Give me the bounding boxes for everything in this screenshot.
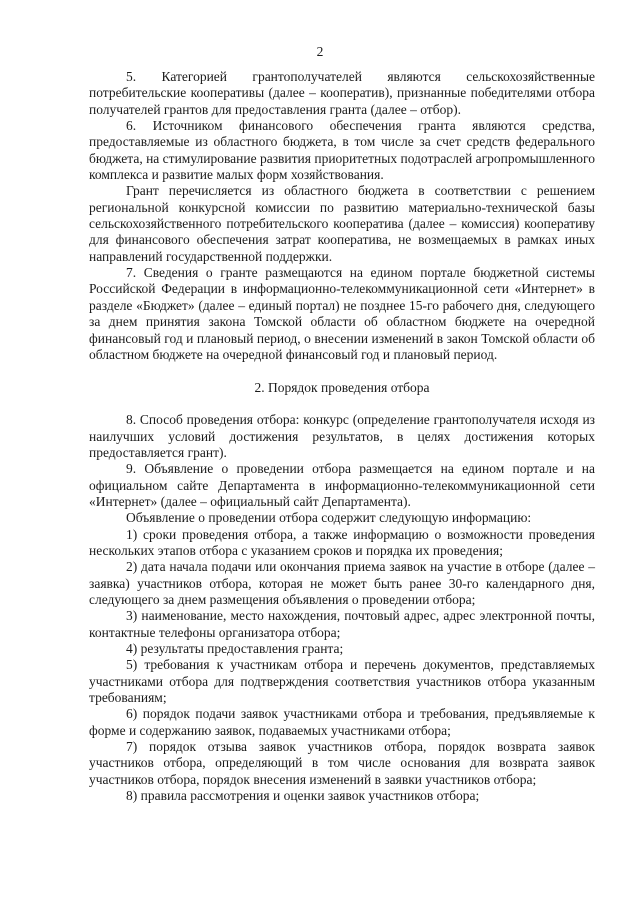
page-number: 2 (316, 44, 324, 59)
list-item-7: 7) порядок отзыва заявок участников отбора, порядок возврата заявок участников отбора, определяющий в том числе основания для возврата заявок участников отбора, порядок внесения изменений в заявки участников отбора; (89, 739, 595, 787)
list-item-5: 5) требования к участникам отбора и перечень документов, представляемых участниками отбора для подтверждения соответствия участников отбора указанным требованиям; (89, 657, 595, 706)
document-body (89, 69, 595, 804)
list-item-1: 1) сроки проведения отбора, а также информацию о возможности проведения нескольких этапов отбора с указанием сроков и порядка их проведения; (89, 526, 595, 558)
list-item-3: 3) наименование, место нахождения, почтовый адрес, адрес электронной почты, контактные телефоны организатора отбора; (89, 608, 595, 640)
paragraph-item-5: 5. Категорией грантополучателей являются сельскохозяйственные потребительские кооперативы (далее – кооператив), признанные победителями отбора получателей грантов для предоставления гранта (далее – отбор). (89, 69, 595, 117)
paragraph-announcement-intro: Объявление о проведении отбора содержит следующую информацию: (126, 510, 532, 526)
section-1 (89, 69, 595, 363)
paragraph-item-8: 8. Способ проведения отбора: конкурс (определение грантополучателя исходя из наилучших условий достижения результатов, в целях достижения которых предоставляется грант). (89, 412, 595, 460)
paragraph-item-9: 9. Объявление о проведении отбора размещается на едином портале и на официальном сайте Департамента в информационно-телекоммуникационной сети «Интернет» (далее – официальный сайт Департамента). (89, 461, 595, 509)
list-item-4: 4) результаты предоставления гранта; (126, 641, 344, 656)
section-2 (89, 412, 595, 804)
section-heading: 2. Порядок проведения отбора (254, 380, 430, 396)
list-item-2: 2) дата начала подачи или окончания приема заявок на участие в отборе (далее – заявка) участников отбора, которая не может быть ранее 30-го календарного дня, следующего за днем размещения объявления о проведении отбора; (89, 559, 595, 607)
paragraph-item-7: 7. Сведения о гранте размещаются на едином портале бюджетной системы Российской Федерации в информационно-телекоммуникационной сети «Интернет» в разделе «Бюджет» (далее – единый портал) не позднее 15-го рабочего дня, следующего за днем принятия закона Томской области об областном бюджете на очередной финансовый год и плановый период, о внесении изменений в закон Томской области об областном бюджете на очередной финансовый год и плановый период. (89, 265, 595, 362)
paragraph-grant-transfer: Грант перечисляется из областного бюджета в соответствии с решением региональной конкурсной комиссии по развитию материально-технической базы сельскохозяйственного потребительского кооператива (далее – комиссия) кооперативу для финансового обеспечения затрат кооператива, не возмещаемых в рамках иных направлений государственной поддержки. (89, 183, 595, 264)
list-item-8: 8) правила рассмотрения и оценки заявок участников отбора; (126, 788, 480, 804)
paragraph-item-6: 6. Источником финансового обеспечения гранта являются средства, предоставляемые из областного бюджета, в том числе за счет средств федерального бюджета, на стимулирование развития приоритетных подотраслей агропромышленного комплекса и развитие малых форм хозяйствования. (89, 118, 596, 183)
list-item-6: 6) порядок подачи заявок участниками отбора и требования, предъявляемые к форме и содержанию заявок, подаваемых участниками отбора; (89, 706, 595, 738)
